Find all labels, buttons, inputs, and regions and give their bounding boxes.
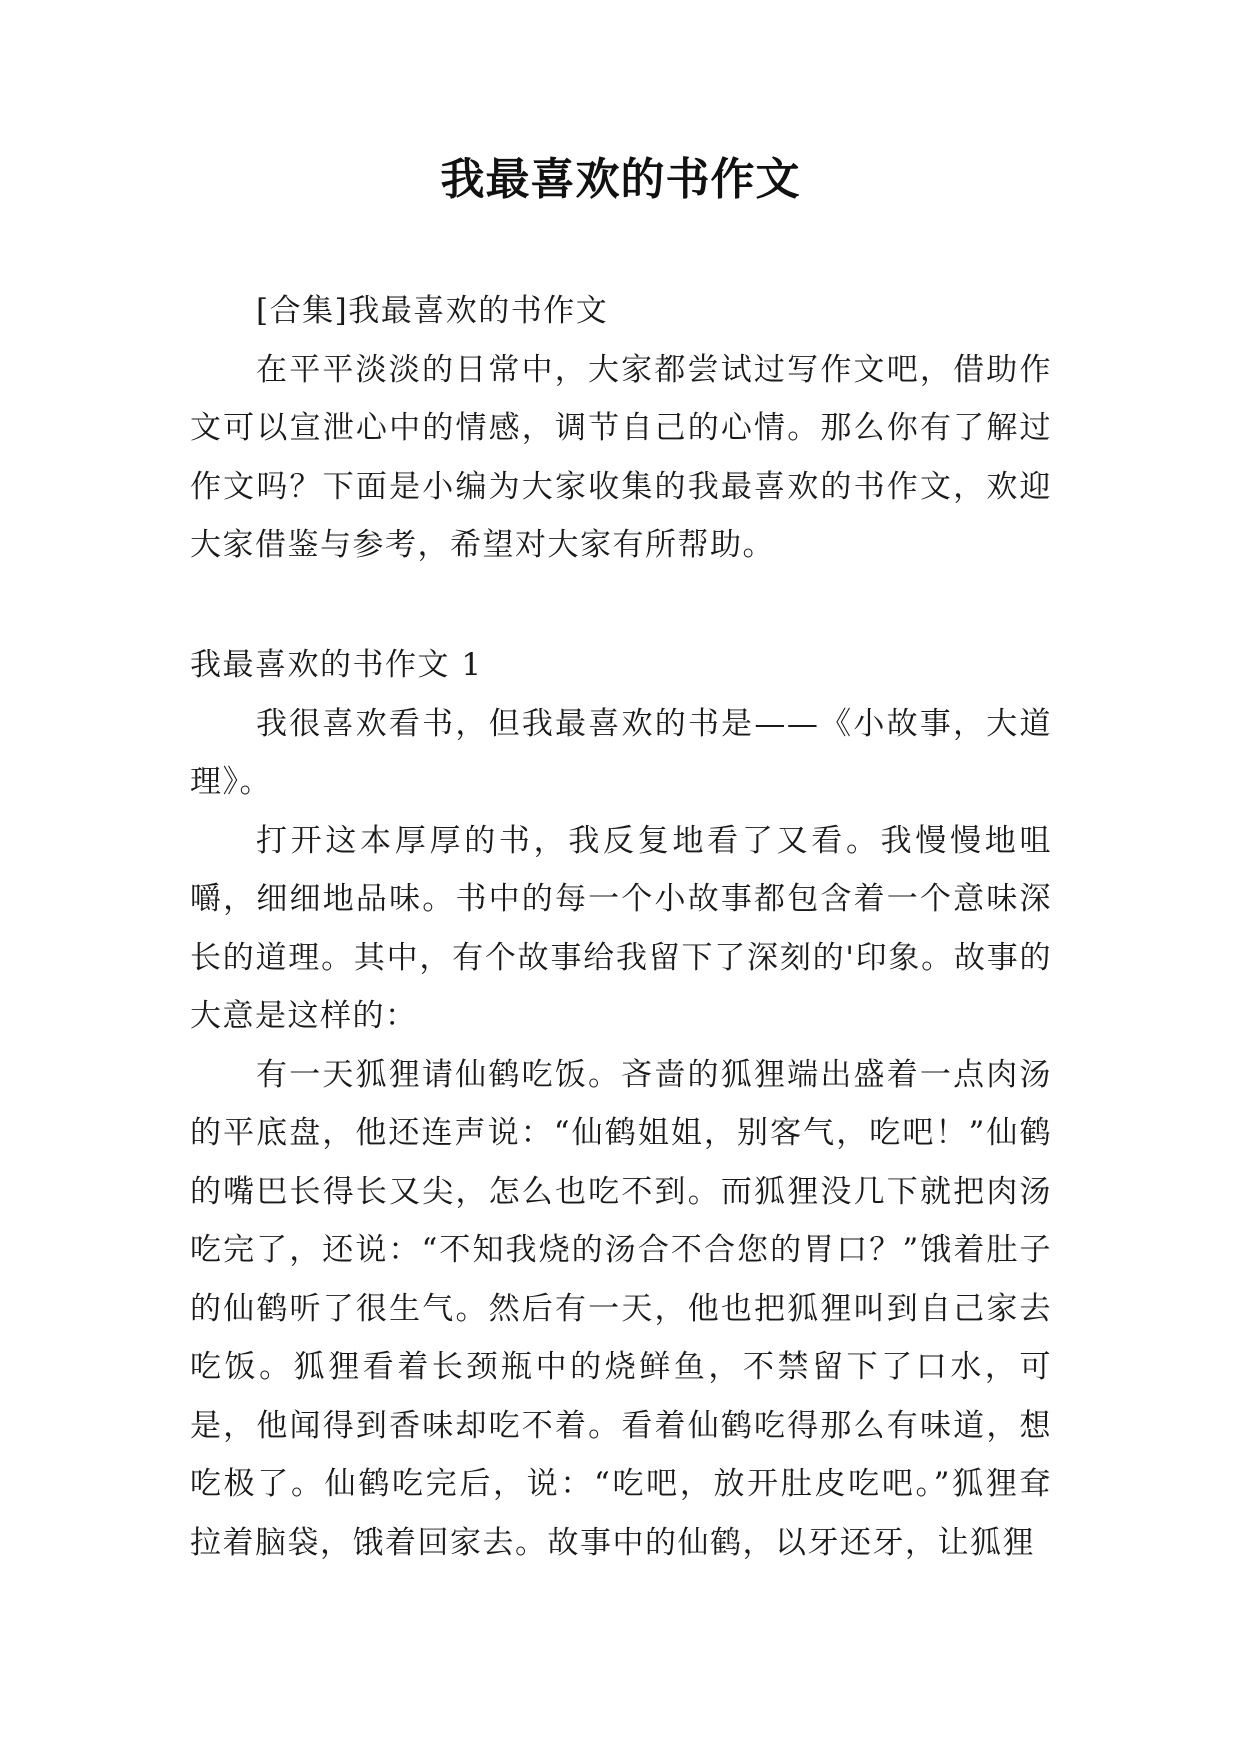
intro-paragraph: 在平平淡淡的日常中，大家都尝试过写作文吧，借助作文可以宣泄心中的情感，调节自己的心情。那么你有了解过作文吗？下面是小编为大家收集的我最喜欢的书作文，欢迎大家借鉴与参考，希望对大家有所帮助。 [190,351,1052,563]
document-title: 我最喜欢的书作文 [440,154,801,205]
essay-paragraph: 打开这本厚厚的书，我反复地看了又看。我慢慢地咀嚼，细细地品味。书中的每一个小故事都包含着一个意味深长的道理。其中，有个故事给我留下了深刻的'印象。故事的大意是这样的： [190,822,1052,1034]
essay-paragraph: 我很喜欢看书，但我最喜欢的书是——《小故事，大道理》。 [190,705,1052,800]
document-subtitle: [合集]我最喜欢的书作文 [256,293,609,329]
essay-paragraph: 有一天狐狸请仙鹤吃饭。吝啬的狐狸端出盛着一点肉汤的平底盘，他还连声说：“仙鹤姐姐，别客气，吃吧！”仙鹤的嘴巴长得长又尖，怎么也吃不到。而狐狸没几下就把肉汤吃完了，还说：“不知我烧的汤合不合您的胃口？”饿着肚子的仙鹤听了很生气。然后有一天，他也把狐狸叫到自己家去吃饭。狐狸看着长颈瓶中的烧鲜鱼，不禁留下了口水，可是，他闻得到香味却吃不着。看着仙鹤吃得那么有味道，想吃极了。仙鹤吃完后，说：“吃吧，放开肚皮吃吧。”狐狸耷拉着脑袋，饿着回家去。故事中的仙鹤，以牙还牙，让狐狸 [190,1056,1052,1561]
intro-section [190,282,1052,575]
essay-section [190,636,1052,1572]
essay-heading: 我最喜欢的书作文 1 [190,647,483,683]
